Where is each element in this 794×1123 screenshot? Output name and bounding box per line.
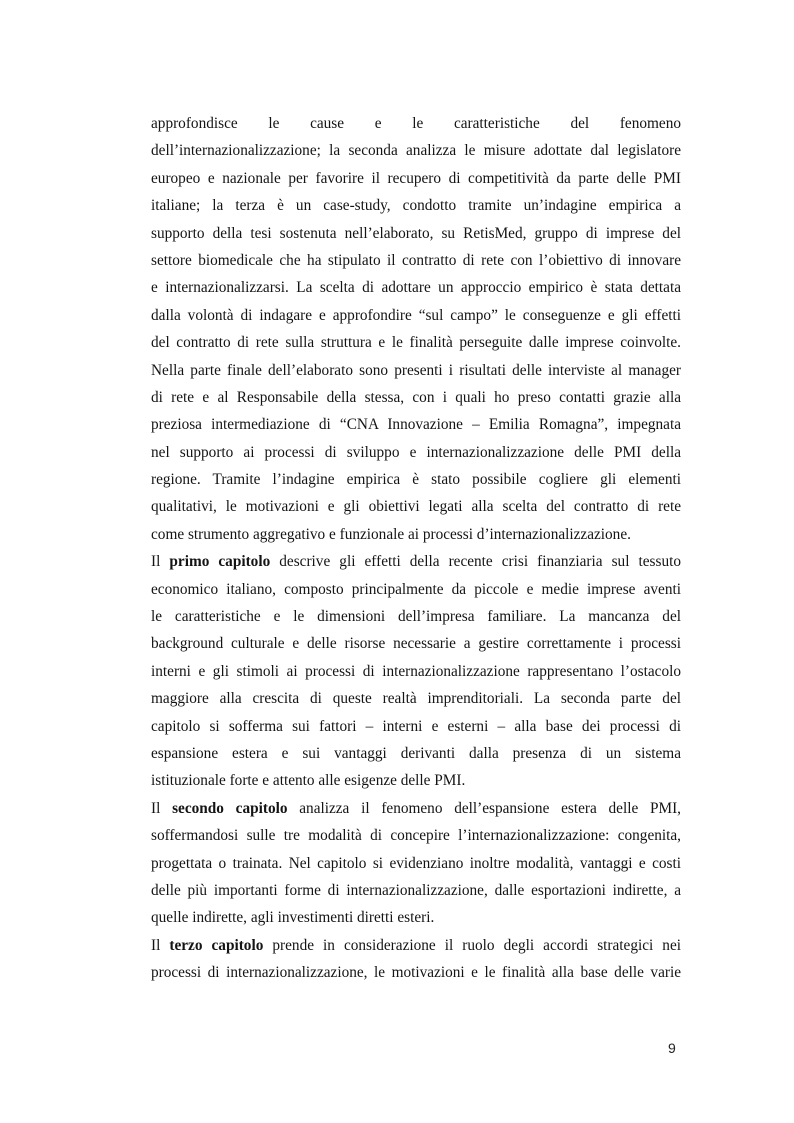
chapter-highlight: secondo capitolo	[172, 799, 288, 817]
page-number: 9	[668, 1040, 676, 1056]
lead-text: Il	[151, 799, 173, 817]
text-line: quelle indirette, agli investimenti diretti esteri.	[151, 909, 435, 927]
text-line: approfondisce le cause e le caratteristiche del fenomeno	[151, 115, 681, 132]
page-body	[151, 110, 681, 987]
text-line: di rete e al Responsabile della stessa, con i quali ho preso contatti grazie alla	[151, 388, 681, 406]
paragraph-intro	[151, 110, 681, 548]
text-line: regione. Tramite l’indagine empirica è stato possibile cogliere gli elementi	[151, 471, 681, 489]
text-line	[151, 548, 681, 575]
text-line: del contratto di rete sulla struttura e le finalità perseguite dalle imprese coinvolte.	[151, 334, 681, 352]
text-line: maggiore alla crescita di queste realtà imprenditoriali. La seconda parte del	[151, 690, 681, 708]
text-line	[151, 932, 681, 959]
text-line: come strumento aggregativo e funzionale ai processi d’internazionalizzazione.	[151, 525, 631, 543]
text-line: economico italiano, composto principalmente da piccole e medie imprese aventi	[151, 580, 681, 598]
text-line: capitolo si sofferma sui fattori – interni e esterni – alla base dei processi di	[151, 717, 681, 735]
text-line: Nella parte finale dell’elaborato sono presenti i risultati delle interviste al manager	[151, 361, 681, 379]
text-line: qualitativi, le motivazioni e gli obiettivi legati alla scelta del contratto di rete	[151, 498, 681, 516]
text-line: progettata o trainata. Nel capitolo si evidenziano inoltre modalità, vantaggi e costi	[151, 854, 681, 872]
lead-text: Il	[151, 553, 170, 571]
paragraph-primo-capitolo	[151, 548, 681, 795]
text-line: e internazionalizzarsi. La scelta di adottare un approccio empirico è stata dettata	[151, 279, 681, 297]
text-line: background culturale e delle risorse necessarie a gestire correttamente i processi	[151, 635, 681, 653]
text-line: dell’internazionalizzazione; la seconda analizza le misure adottate dal legislatore	[151, 142, 681, 160]
text-line: istituzionale forte e attento alle esigenze delle PMI.	[151, 772, 466, 790]
text-line: italiane; la terza è un case-study, condotto tramite un’indagine empirica a	[151, 197, 681, 215]
chapter-highlight: terzo capitolo	[169, 936, 264, 954]
text-line: espansione estera e sui vantaggi derivanti dalla presenza di un sistema	[151, 744, 681, 762]
text-line: preziosa intermediazione di “CNA Innovazione – Emilia Romagna”, impegnata	[151, 416, 681, 434]
text-line: dalla volontà di indagare e approfondire “sul campo” le conseguenze e gli effetti	[151, 306, 681, 324]
paragraph-terzo-capitolo	[151, 932, 681, 987]
line-rest: prende in considerazione il ruolo degli accordi strategici nei	[263, 936, 681, 954]
paragraph-secondo-capitolo	[151, 795, 681, 932]
text-line	[151, 795, 681, 822]
line-rest: analizza il fenomeno dell’espansione estera delle PMI,	[287, 799, 681, 817]
text-line: interni e gli stimoli ai processi di internazionalizzazione rappresentano l’ostacolo	[151, 662, 681, 680]
text-line: europeo e nazionale per favorire il recupero di competitività da parte delle PMI	[151, 169, 681, 187]
text-line: le caratteristiche e le dimensioni dell’impresa familiare. La mancanza del	[151, 608, 681, 626]
lead-text: Il	[151, 936, 170, 954]
chapter-highlight: primo capitolo	[169, 553, 271, 571]
text-line: supporto della tesi sostenuta nell’elaborato, su RetisMed, gruppo di imprese del	[151, 224, 681, 242]
text-line: soffermandosi sulle tre modalità di concepire l’internazionalizzazione: congenita,	[151, 827, 681, 845]
text-line: processi di internazionalizzazione, le motivazioni e le finalità alla base delle varie	[151, 964, 681, 982]
text-line: settore biomedicale che ha stipulato il contratto di rete con l’obiettivo di innovare	[151, 251, 681, 269]
text-line: nel supporto ai processi di sviluppo e internazionalizzazione delle PMI della	[151, 443, 681, 461]
text-line: delle più importanti forme di internazionalizzazione, dalle esportazioni indirette, a	[151, 881, 681, 899]
line-rest: descrive gli effetti della recente crisi finanziaria sul tessuto	[270, 553, 681, 571]
